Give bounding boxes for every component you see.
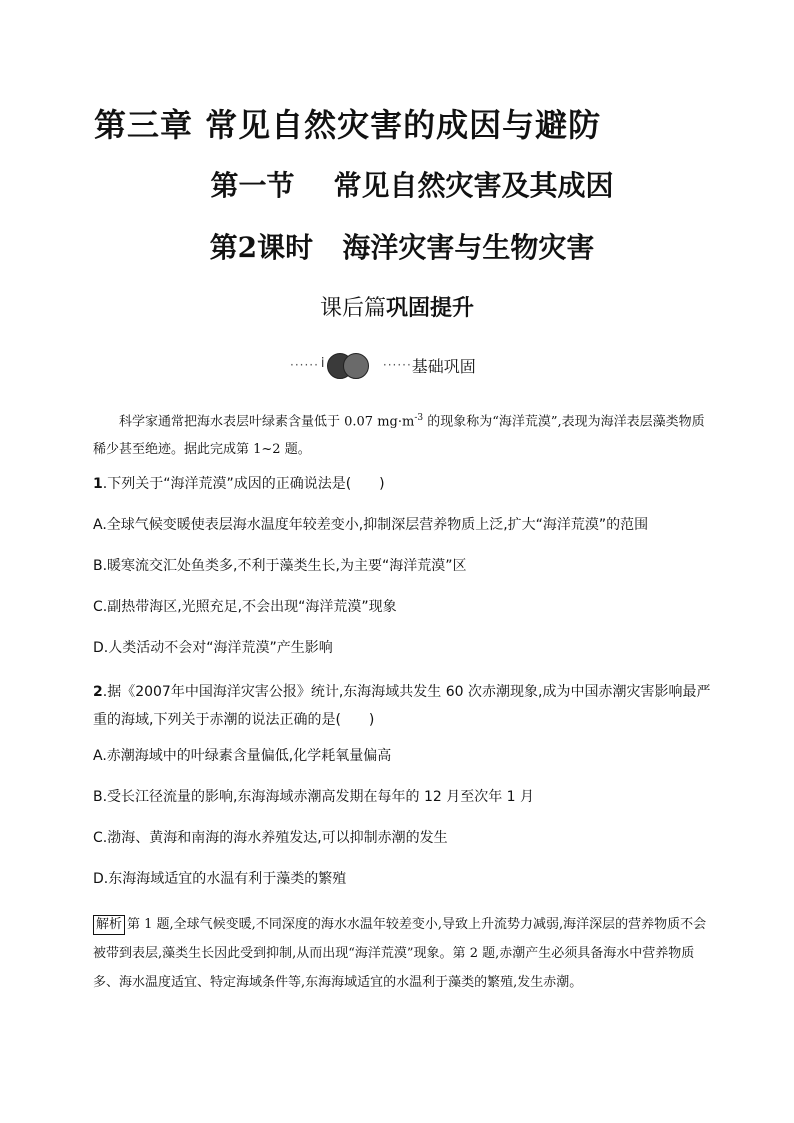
part-normal: 课后篇 bbox=[319, 296, 386, 321]
divider-dots-right: ······ bbox=[382, 358, 412, 372]
question-2-stem: 2.据《2007年中国海洋灾害公报》统计,东海海域共发生 60 次赤潮现象,成为中国赤潮灾害影响最严重的海域,下列关于赤潮的说法正确的是( ) bbox=[93, 684, 711, 728]
lesson-name: 海洋灾害与生物灾害 bbox=[342, 231, 595, 264]
question-1-option-b: B.暖寒流交汇处鱼类多,不利于藻类生长,为主要“海洋荒漠”区 bbox=[93, 558, 467, 574]
section-name: 常见自然灾害及其成因 bbox=[333, 169, 614, 202]
lesson-title bbox=[0, 226, 794, 266]
chapter-name: 常见自然灾害的成因与避防 bbox=[205, 106, 602, 144]
lesson-num: 2 bbox=[237, 231, 258, 264]
divider-label: 基础巩固 bbox=[411, 356, 476, 376]
circle-right bbox=[343, 353, 369, 379]
analysis-block bbox=[93, 910, 711, 997]
intro-text-before: 科学家通常把海水表层叶绿素含量低于 0.07 mg·m bbox=[119, 414, 415, 430]
intro-sup: -3 bbox=[414, 413, 424, 423]
question-1-num: 1 bbox=[93, 476, 103, 492]
question-1-option-a: A.全球气候变暖使表层海水温度年较差变小,抑制深层营养物质上泛,扩大“海洋荒漠”的范围 bbox=[93, 517, 649, 533]
chapter-label: 第三章 bbox=[94, 106, 194, 144]
divider-dots-left: ······ bbox=[290, 358, 319, 372]
circle-glyph: i bbox=[320, 356, 325, 371]
question-2-option-d: D.东海海域适宜的水温有利于藻类的繁殖 bbox=[93, 871, 347, 887]
chapter-title bbox=[94, 100, 601, 146]
section-label: 第一节 bbox=[210, 169, 295, 202]
question-2-num: 2 bbox=[93, 684, 103, 700]
question-2-option-a: A.赤潮海域中的叶绿素含量偏低,化学耗氧量偏高 bbox=[93, 748, 392, 764]
question-2-option-c: C.渤海、黄海和南海的海水养殖发达,可以抑制赤潮的发生 bbox=[93, 830, 448, 846]
question-1-option-d: D.人类活动不会对“海洋荒漠”产生影响 bbox=[93, 640, 333, 656]
lesson-post: 课时 bbox=[257, 231, 314, 264]
question-2-option-b: B.受长江径流量的影响,东海海域赤潮高发期在每年的 12 月至次年 1 月 bbox=[93, 789, 535, 805]
double-circle-icon bbox=[320, 350, 375, 380]
analysis-tag: 解析 bbox=[93, 915, 125, 935]
lesson-pre: 第 bbox=[209, 231, 238, 264]
section-divider bbox=[290, 350, 476, 380]
question-1-option-c: C.副热带海区,光照充足,不会出现“海洋荒漠”现象 bbox=[93, 599, 397, 615]
intro-text-after: 的现象称为“海洋荒漠”,表现为海洋表层藻类物质稀少甚至绝迹。据此完成第 1~2 题。 bbox=[93, 414, 705, 458]
question-1-stem: 1.下列关于“海洋荒漠”成因的正确说法是( ) bbox=[93, 476, 385, 492]
part-title bbox=[0, 291, 794, 322]
intro-paragraph bbox=[93, 404, 711, 464]
analysis-text: 第 1 题,全球气候变暖,不同深度的海水水温年较差变小,导致上升流势力减弱,海洋深层的营养物质不会被带到表层,藻类生长因此受到抑制,从而出现“海洋荒漠”现象。第 2 题,赤潮产生必须具备海水中营养物质多、海水温度适宜、特定海域条件等,东海海域适宜的水温利于藻类的繁殖,发生赤潮。 bbox=[93, 917, 707, 990]
part-bold: 巩固提升 bbox=[386, 296, 475, 321]
section-title bbox=[0, 164, 794, 204]
